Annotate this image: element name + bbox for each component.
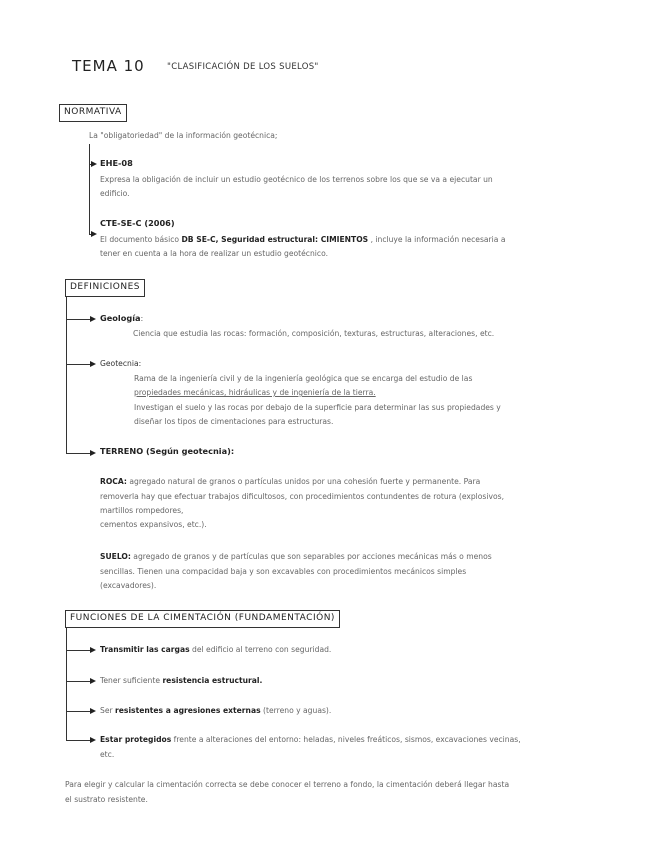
cte-title: CTE-SE-C (2006) [100, 218, 175, 228]
roca-text-4: cementos expansivos, etc.). [100, 520, 207, 529]
suelo-text-1: agregado de granos y de partículas que son separables por acciones mecánicas más o menos [130, 552, 492, 561]
geotecnia-text-1: Rama de la ingeniería civil y de la ingeniería geológica que se encarga del estudio de las [134, 374, 473, 383]
geologia-label: Geología: [100, 313, 144, 323]
funcion-4-text-2: etc. [100, 750, 115, 759]
ehe-text-2: edificio. [100, 189, 130, 198]
geotecnia-text-3: Investigan el suelo y las rocas por debajo de la superficie para determinar las sus propiedades y [134, 403, 501, 412]
roca-label: ROCA: [100, 477, 127, 486]
normativa-intro: La "obligatoriedad" de la información geotécnica; [89, 131, 278, 140]
section-heading-normativa: NORMATIVA [59, 104, 127, 122]
geotecnia-text-2: propiedades mecánicas, hidráulicas y de ingeniería de la tierra. [134, 388, 376, 397]
cte-text-bold: DB SE-C, Seguridad estructural: CIMIENTOS [181, 235, 369, 244]
normativa-connector [89, 144, 90, 235]
suelo-text-2: sencillas. Tienen una compacidad baja y son excavables con procedimientos mecánicos simples [100, 567, 467, 576]
funcion-3-bold: resistentes a agresiones externas [115, 706, 261, 715]
arrow-terreno [66, 453, 93, 454]
arrow-geologia [66, 319, 93, 320]
cte-text-pre: El documento básico [100, 235, 182, 244]
geotecnia-text-4: diseñar los tipos de cimentaciones para estructuras. [134, 417, 334, 426]
page-subtitle: "CLASIFICACIÓN DE LOS SUELOS" [167, 62, 319, 72]
funcion-4-text: frente a alteraciones del entorno: heladas, niveles freáticos, sismos, excavaciones vecinas, [171, 735, 521, 744]
geologia-text: Ciencia que estudia las rocas: formación, composición, texturas, estructuras, alteraciones, etc. [133, 329, 495, 338]
funcion-3-post: (terreno y aguas). [260, 706, 332, 715]
funcion-2 [100, 674, 262, 688]
roca-line-1 [100, 475, 480, 489]
arrow-cte [89, 234, 94, 235]
cte-text-1 [100, 233, 506, 247]
geotecnia-label-text: Geotecnia [100, 359, 139, 368]
arrow-funcion-2 [66, 681, 93, 682]
geologia-label-text: Geología [100, 313, 141, 323]
funcion-1 [100, 643, 331, 657]
funcion-4-bold: Estar protegidos [100, 735, 172, 744]
cte-text-2: tener en cuenta a la hora de realizar un estudio geotécnico. [100, 249, 328, 258]
page-title: TEMA 10 [72, 57, 145, 75]
funcion-4 [100, 733, 521, 747]
funcion-2-text: Tener suficiente [100, 676, 163, 685]
geotecnia-label: Geotecnia: [100, 359, 142, 368]
conclusion-line-2: el sustrato resistente. [65, 795, 148, 804]
ehe-text-1: Expresa la obligación de incluir un estudio geotécnico de los terrenos sobre los que se va a ejecutar un [100, 175, 493, 184]
section-heading-definiciones: DEFINICIONES [65, 279, 145, 297]
roca-text-2: removerla hay que efectuar trabajos dificultosos, con procedimientos contundentes de rotura (explosivos, [100, 492, 504, 501]
funcion-1-bold: Transmitir las cargas [100, 645, 190, 654]
arrow-funcion-3 [66, 711, 93, 712]
suelo-line-1 [100, 550, 492, 564]
cte-text-post: , incluye la información necesaria a [368, 235, 506, 244]
arrow-geotecnia [66, 364, 93, 365]
funcion-3-text: Ser [100, 706, 116, 715]
roca-text-3: martillos rompedores, [100, 506, 184, 515]
section-heading-funciones: FUNCIONES DE LA CIMENTACIÓN (FUNDAMENTACIÓN) [65, 610, 340, 628]
funciones-connector [66, 627, 67, 740]
arrow-ehe [89, 164, 94, 165]
roca-text-1: agregado natural de granos o partículas unidos por una cohesión fuerte y permanente. Para [126, 477, 481, 486]
ehe-title: EHE-08 [100, 158, 133, 168]
suelo-label: SUELO: [100, 552, 131, 561]
funcion-1-text: del edificio al terreno con seguridad. [189, 645, 332, 654]
arrow-funcion-1 [66, 650, 93, 651]
funcion-2-bold: resistencia estructural. [162, 676, 263, 685]
conclusion-line-1: Para elegir y calcular la cimentación correcta se debe conocer el terreno a fondo, la cimentación deberá llegar hasta [65, 780, 510, 789]
terreno-label: TERRENO (Según geotecnia): [100, 446, 235, 456]
suelo-text-3: (excavadores). [100, 581, 157, 590]
arrow-funcion-4 [66, 740, 93, 741]
funcion-3 [100, 704, 331, 718]
